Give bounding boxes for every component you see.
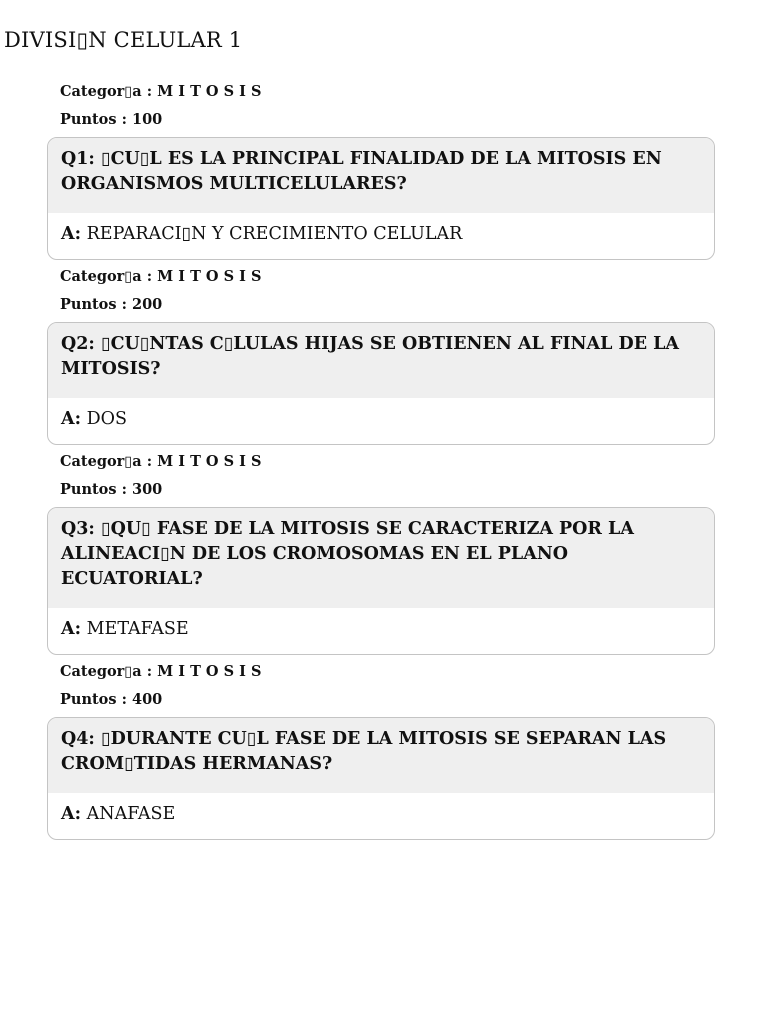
question-number: Q3: bbox=[61, 519, 95, 539]
category-value: M I T O S I S bbox=[157, 453, 262, 470]
question-number: Q2: bbox=[61, 334, 95, 354]
answer-text: REPARACI▯N Y CRECIMIENTO CELULAR bbox=[86, 224, 463, 244]
question-card bbox=[47, 717, 715, 840]
answer-row bbox=[48, 398, 714, 444]
points-line bbox=[60, 481, 768, 499]
answer-label: A: bbox=[61, 619, 82, 639]
category-label: Categor▯a : bbox=[60, 453, 153, 470]
question-block-4 bbox=[0, 663, 768, 840]
question-text-row bbox=[48, 138, 714, 213]
question-block-1 bbox=[0, 83, 768, 260]
question-text-row bbox=[48, 718, 714, 793]
points-label: Puntos : bbox=[60, 691, 127, 708]
question-card bbox=[47, 137, 715, 260]
category-line bbox=[60, 663, 768, 681]
category-line bbox=[60, 453, 768, 471]
points-value: 100 bbox=[131, 111, 163, 128]
answer-text: DOS bbox=[86, 409, 127, 429]
question-text: ▯QU▯ FASE DE LA MITOSIS SE CARACTERIZA POR LA ALINEACI▯N DE LOS CROMOSOMAS EN EL PLANO ECUATORIAL? bbox=[61, 519, 634, 589]
category-label: Categor▯a : bbox=[60, 268, 153, 285]
answer-label: A: bbox=[61, 804, 82, 824]
question-text-row bbox=[48, 323, 714, 398]
answer-row bbox=[48, 213, 714, 259]
category-label: Categor▯a : bbox=[60, 83, 153, 100]
points-label: Puntos : bbox=[60, 111, 127, 128]
question-text-row bbox=[48, 508, 714, 608]
category-line bbox=[60, 83, 768, 101]
question-text: ▯DURANTE CU▯L FASE DE LA MITOSIS SE SEPARAN LAS CROM▯TIDAS HERMANAS? bbox=[61, 729, 667, 774]
answer-label: A: bbox=[61, 224, 82, 244]
points-label: Puntos : bbox=[60, 296, 127, 313]
points-label: Puntos : bbox=[60, 481, 127, 498]
points-value: 300 bbox=[131, 481, 163, 498]
answer-label: A: bbox=[61, 409, 82, 429]
category-line bbox=[60, 268, 768, 286]
answer-text: METAFASE bbox=[86, 619, 189, 639]
points-line bbox=[60, 691, 768, 709]
answer-row bbox=[48, 608, 714, 654]
question-list bbox=[0, 83, 768, 848]
points-line bbox=[60, 296, 768, 314]
category-value: M I T O S I S bbox=[157, 663, 262, 680]
question-card bbox=[47, 507, 715, 655]
answer-text: ANAFASE bbox=[86, 804, 176, 824]
category-value: M I T O S I S bbox=[157, 83, 262, 100]
answer-row bbox=[48, 793, 714, 839]
question-block-2 bbox=[0, 268, 768, 445]
category-label: Categor▯a : bbox=[60, 663, 153, 680]
page-title: DIVISI▯N CELULAR 1 bbox=[4, 28, 243, 52]
points-value: 400 bbox=[131, 691, 163, 708]
question-block-3 bbox=[0, 453, 768, 655]
category-value: M I T O S I S bbox=[157, 268, 262, 285]
question-card bbox=[47, 322, 715, 445]
question-text: ▯CU▯NTAS C▯LULAS HIJAS SE OBTIENEN AL FINAL DE LA MITOSIS? bbox=[61, 334, 680, 379]
points-value: 200 bbox=[131, 296, 163, 313]
question-number: Q1: bbox=[61, 149, 95, 169]
question-number: Q4: bbox=[61, 729, 95, 749]
question-text: ▯CU▯L ES LA PRINCIPAL FINALIDAD DE LA MITOSIS EN ORGANISMOS MULTICELULARES? bbox=[61, 149, 662, 194]
points-line bbox=[60, 111, 768, 129]
